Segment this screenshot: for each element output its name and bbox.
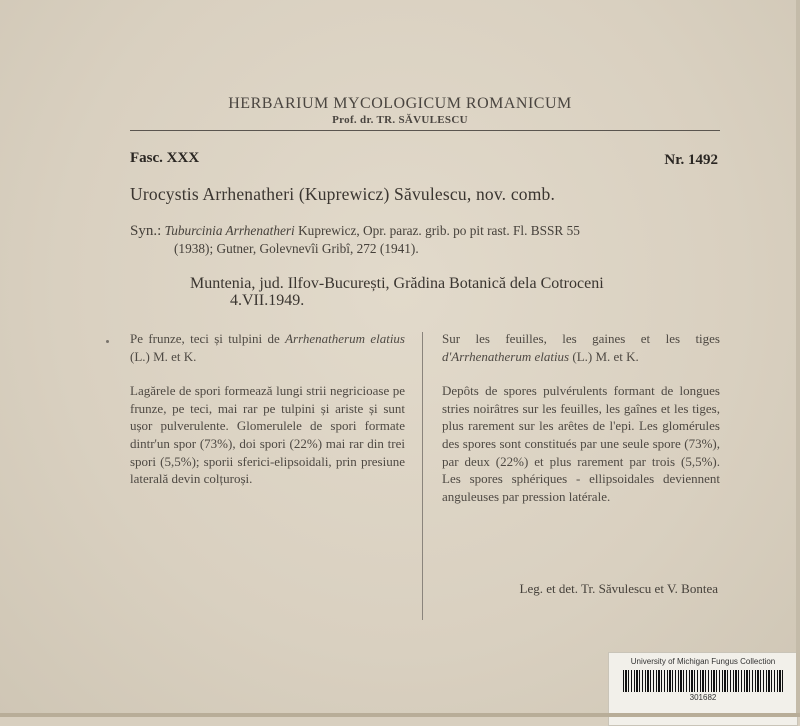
host-name-fr: d'Arrhenatherum elatius bbox=[442, 348, 570, 364]
sheet-edge bbox=[796, 0, 800, 717]
locality-place: Muntenia, jud. Ilfov-București, Grădina Botanică dela Cotroceni bbox=[190, 275, 604, 292]
margin-dot bbox=[106, 340, 109, 343]
column-divider bbox=[422, 332, 423, 620]
sheet-bottom-edge bbox=[0, 713, 800, 717]
species-name: Urocystis Arrhenatheri (Kuprewicz) Săvulescu, nov. comb. bbox=[130, 184, 556, 204]
header-rule bbox=[130, 130, 720, 131]
synonymy bbox=[130, 222, 730, 258]
host-name-ro: Arrhenatherum elatius bbox=[285, 331, 405, 346]
fascicle-number: Fasc. XXX bbox=[130, 150, 200, 166]
herbarium-title: HERBARIUM MYCOLOGICUM ROMANICUM bbox=[228, 95, 572, 112]
host-french bbox=[442, 330, 720, 365]
host-prefix-fr: Sur les feuilles, les gaines et les tiges bbox=[442, 331, 720, 346]
synonym-citation-2: (1938); Gutner, Golevnevîi Gribî, 272 (1941). bbox=[174, 241, 419, 256]
synonym-citation: Kuprewicz, Opr. paraz. grib. po pit rast. Fl. BSSR 55 bbox=[294, 223, 580, 238]
barcode-number: 301682 bbox=[689, 693, 717, 702]
description-romanian bbox=[130, 330, 405, 488]
collection-date: 4.VII.1949. bbox=[230, 292, 305, 309]
host-suffix-fr: (L.) M. et K. bbox=[569, 348, 639, 364]
specimen-number: Nr. 1492 bbox=[664, 152, 718, 168]
description-french bbox=[442, 330, 720, 505]
institution-name: University of Michigan Fungus Collection bbox=[630, 657, 776, 666]
barcode bbox=[623, 670, 783, 692]
collector-determiner: Leg. et det. Tr. Săvulescu et V. Bontea bbox=[519, 581, 718, 596]
description-text-ro: Lagărele de spori formează lungi strii negricioase pe frunze, pe teci, mai rar pe tulpini și ariste și sunt ușor pulverulente. Glomerulele de spori formate dintr'un spor (73%), doi spori (22%) mai rar din trei spori (5,5%); sporii sferici-elipsoidali, prin presiune laterală devin colțuroși. bbox=[130, 383, 405, 487]
description-text-fr: Depôts de spores pulvérulents formant de longues stries noirâtres sur les feuilles, les gaînes et les tiges, plus rarement sur les arêtes de l'epi. Les glomérules des spores sont constitués par une seule spore (73%), par deux (22%) et plus rarement par trois (5,5%). Les spores sphériques - ellipsoidales deviennent anguleuses par pression latérale. bbox=[442, 383, 720, 504]
locality bbox=[190, 275, 750, 309]
host-romanian bbox=[130, 330, 405, 365]
synonym-label: Syn.: bbox=[130, 223, 162, 239]
host-suffix-ro: (L.) M. et K. bbox=[130, 348, 197, 364]
host-prefix-ro: Pe frunze, teci și tulpini de bbox=[130, 331, 286, 346]
herbarium-director: Prof. dr. TR. SĂVULESCU bbox=[332, 114, 468, 126]
synonym-name: Tuburcinia Arrhenatheri bbox=[164, 223, 295, 238]
